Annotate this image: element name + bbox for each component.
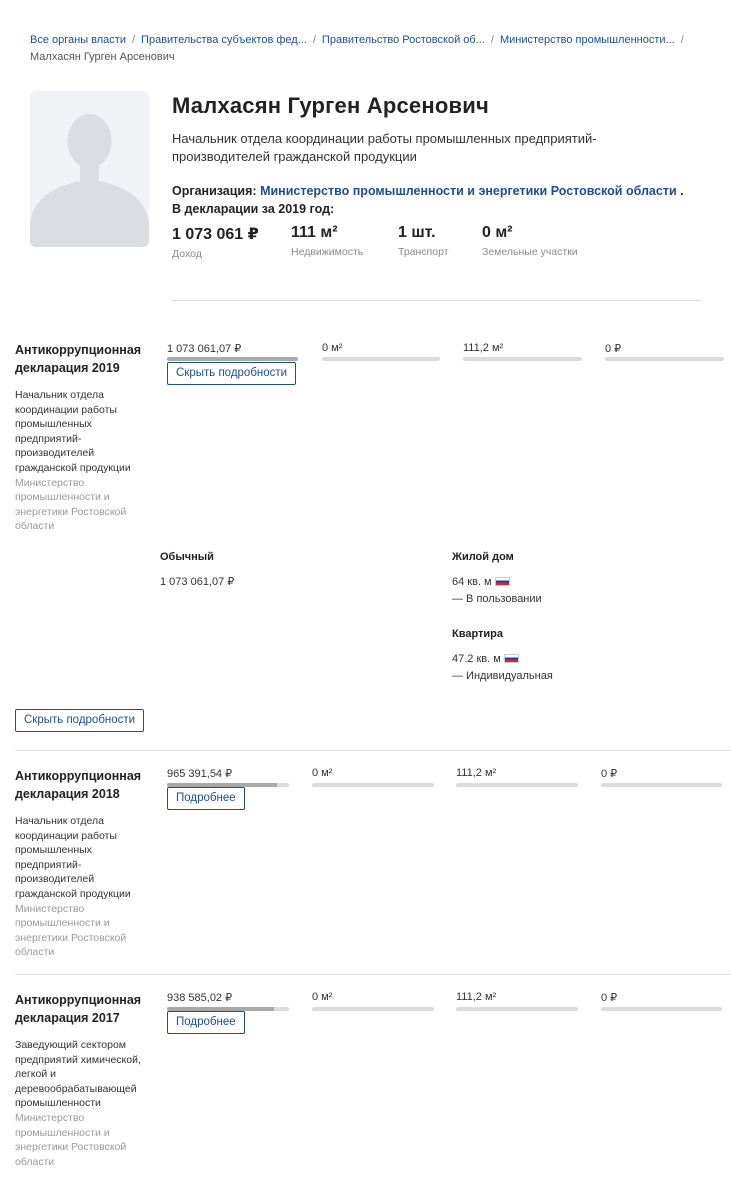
metric-real-estate: 111,2 м² (456, 767, 497, 779)
property-details-apartment (452, 651, 553, 685)
stat-value: 1 073 061 ₽ (172, 226, 259, 243)
declaration-position-2017 (15, 1038, 150, 1169)
stat-label: Транспорт (398, 246, 449, 258)
metric-real-estate-bar (463, 357, 582, 361)
metric-spouse-income-bar (605, 357, 724, 361)
metric-spouse-income: 0 ₽ (601, 768, 618, 780)
metric-spouse-income-bar (601, 783, 722, 787)
organization-label: Организация: (172, 184, 257, 198)
metric-real-estate: 111,2 м² (456, 991, 497, 1003)
hide-details-button-2019[interactable]: Скрыть подробности (167, 362, 296, 385)
metric-bar-fill (167, 357, 298, 361)
metric-land: 0 м² (312, 991, 333, 1003)
declaration-position-text: Заведующий сектором предприятий химической, легкой и деревообрабатывающей промышленности (15, 1039, 141, 1110)
breadcrumb-link-ministry[interactable]: Министерство промышленности... (499, 34, 675, 46)
declaration-position-text: Начальник отдела координации работы промышленных предприятий-производителей гражданской продукции (15, 815, 131, 900)
person-organization (172, 184, 684, 198)
declaration-org-text: Министерство промышленности и энергетики Ростовской области (15, 902, 127, 959)
breadcrumb-link-regional-governments[interactable]: Правительства субъектов фед... (141, 34, 307, 46)
stat-value: 0 м² (482, 224, 513, 241)
header-divider (172, 300, 701, 301)
stat-income (172, 224, 259, 260)
metric-income: 965 391,54 ₽ (167, 768, 233, 780)
property-details-house (452, 574, 542, 608)
metric-spouse-income: 0 ₽ (605, 343, 622, 355)
metric-real-estate: 111,2 м² (463, 342, 504, 354)
metric-income: 938 585,02 ₽ (167, 992, 233, 1004)
declaration-position-2018 (15, 814, 150, 960)
breadcrumb-separator: / (312, 34, 316, 46)
declaration-org-text: Министерство промышленности и энергетики Ростовской области (15, 476, 127, 533)
income-type-heading: Обычный (160, 551, 214, 563)
breadcrumb-link-all[interactable]: Все органы власти (30, 34, 126, 46)
stat-label: Земельные участки (482, 246, 578, 258)
stat-real-estate (291, 224, 363, 258)
property-ownership: — В пользовании (452, 593, 542, 605)
breadcrumb-current: Малхасян Гурген Арсенович (30, 51, 175, 63)
breadcrumb (30, 32, 710, 66)
avatar (30, 91, 149, 247)
russia-flag-icon (504, 654, 519, 663)
breadcrumb-separator: / (490, 34, 494, 46)
section-divider (15, 750, 731, 751)
declaration-title-2019: Антикоррупционная декларация 2019 (15, 343, 142, 375)
metric-land-bar (312, 783, 434, 787)
person-name: Малхасян Гурген Арсенович (172, 93, 489, 118)
metric-income-bar (167, 357, 298, 361)
person-silhouette-icon (30, 91, 149, 247)
declaration-year-label: В декларации за 2019 год: (172, 202, 335, 216)
breadcrumb-separator: / (680, 34, 684, 46)
metric-income: 1 073 061,07 ₽ (167, 343, 242, 355)
more-details-button-2017[interactable]: Подробнее (167, 1011, 245, 1034)
stat-transport (398, 224, 449, 258)
declaration-position-2019 (15, 388, 150, 534)
hide-details-bottom-button[interactable]: Скрыть подробности (15, 709, 144, 732)
declaration-title-2018: Антикоррупционная декларация 2018 (15, 769, 142, 801)
stat-label: Недвижимость (291, 246, 364, 258)
property-heading-apartment: Квартира (452, 628, 504, 640)
organization-link[interactable]: Министерство промышленности и энергетики Ростовской области (260, 184, 677, 198)
declaration-title-2017: Антикоррупционная декларация 2017 (15, 993, 142, 1025)
stat-label: Доход (172, 248, 202, 260)
metric-real-estate-bar (456, 783, 578, 787)
income-type-value: 1 073 061,07 ₽ (160, 576, 235, 588)
more-details-button-2018[interactable]: Подробнее (167, 787, 245, 810)
metric-real-estate-bar (456, 1007, 578, 1011)
breadcrumb-separator: / (131, 34, 136, 46)
person-position: Начальник отдела координации работы промышленных предприятий-производителей гражданской продукции (172, 131, 597, 164)
section-divider (15, 974, 731, 975)
property-heading-house: Жилой дом (452, 551, 514, 563)
russia-flag-icon (495, 577, 510, 586)
property-ownership: — Индивидуальная (452, 670, 553, 682)
stat-value: 111 м² (291, 224, 338, 241)
metric-land-bar (312, 1007, 434, 1011)
stat-value: 1 шт. (398, 224, 436, 241)
stat-land (482, 224, 578, 258)
metric-land: 0 м² (312, 767, 333, 779)
metric-spouse-income-bar (601, 1007, 722, 1011)
metric-land-bar (322, 357, 440, 361)
property-area: 64 кв. м (452, 576, 492, 588)
property-area: 47.2 кв. м (452, 653, 501, 665)
declaration-org-text: Министерство промышленности и энергетики Ростовской области (15, 1111, 127, 1168)
metric-spouse-income: 0 ₽ (601, 992, 618, 1004)
organization-suffix: . (680, 184, 684, 198)
breadcrumb-link-rostov-government[interactable]: Правительство Ростовской об... (321, 34, 485, 46)
declaration-position-text: Начальник отдела координации работы промышленных предприятий-производителей гражданской продукции (15, 389, 131, 474)
metric-land: 0 м² (322, 342, 343, 354)
